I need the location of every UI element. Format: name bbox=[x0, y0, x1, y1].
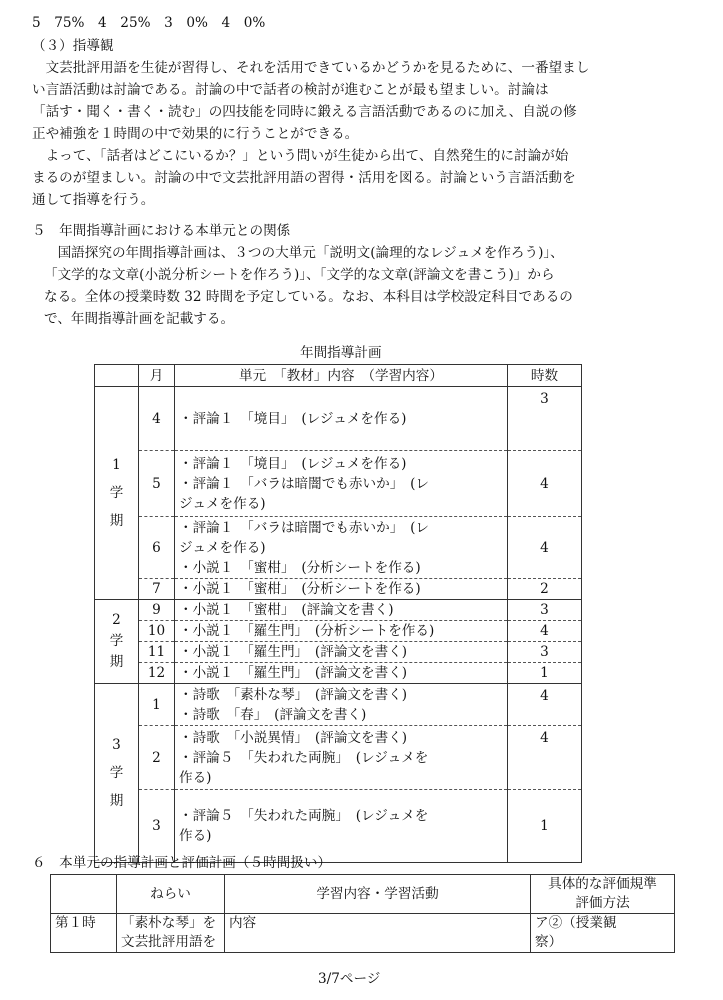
term-1-cell bbox=[95, 387, 139, 600]
hours-cell: 2 bbox=[508, 579, 582, 600]
hours-cell: 1 bbox=[508, 663, 582, 684]
hours-cell: 4 bbox=[508, 684, 582, 726]
text-line: よって、「話者はどこにいるか？」という問いが生徒から出て、自然発生的に討論が始 bbox=[32, 148, 569, 164]
term-1-label: 1 学 期 bbox=[109, 457, 124, 529]
month-cell: 7 bbox=[139, 579, 175, 600]
term-2-cell bbox=[95, 600, 139, 684]
hours-cell: 4 bbox=[508, 517, 582, 579]
unit-line: ・小説１ 「羅生門」 (評論文を書く) bbox=[179, 665, 408, 681]
unit-line: ・評論１ 「境目」 (レジュメを作る) bbox=[179, 410, 407, 427]
month-cell: 1 bbox=[139, 684, 175, 726]
criteria-cell bbox=[531, 914, 675, 953]
term-header bbox=[95, 365, 139, 387]
unit-line: ・小説１ 「蜜柑」 (評論文を書く) bbox=[179, 602, 394, 618]
month-cell: 9 bbox=[139, 600, 175, 621]
table-row bbox=[51, 914, 675, 953]
text-line: 通して指導を行う。 bbox=[32, 192, 155, 208]
aim-header: ねらい bbox=[117, 875, 225, 914]
annual-plan-caption: 年間指導計画 bbox=[300, 345, 382, 361]
unit-line: ジュメを作る) bbox=[179, 495, 266, 512]
unit-line: ・小説１ 「羅生門」 (分析シートを作る) bbox=[179, 623, 435, 639]
aim-cell bbox=[117, 914, 225, 953]
month-cell: 6 bbox=[139, 517, 175, 579]
annual-plan-table bbox=[94, 364, 582, 863]
section3-paragraph-2 bbox=[32, 145, 682, 211]
section3-heading: （３）指導観 bbox=[32, 38, 114, 54]
hours-cell: 1 bbox=[508, 790, 582, 863]
text-line: 正や補強を１時間の中で効果的に行うことができる。 bbox=[32, 126, 359, 142]
hours-cell: 3 bbox=[508, 642, 582, 663]
criteria-header-line: 評価方法 bbox=[575, 895, 630, 911]
text-line: なる。全体の授業時数 32 時間を予定している。なお、本科目は学校設定科目であるの bbox=[44, 289, 573, 305]
term-3-cell bbox=[95, 684, 139, 863]
activity-header: 学習内容・学習活動 bbox=[225, 875, 531, 914]
month-cell: 3 bbox=[139, 790, 175, 863]
unit-line: ・評論５ 「失われた両腕」 (レジュメを bbox=[179, 749, 429, 766]
unit-line: ・評論１ 「境目」 (レジュメを作る) bbox=[179, 455, 407, 472]
table-row bbox=[95, 579, 582, 600]
unit-line: ・評論５ 「失われた両腕」 (レジュメを bbox=[179, 808, 429, 824]
table-row bbox=[95, 387, 582, 451]
month-cell: 2 bbox=[139, 726, 175, 790]
table-row bbox=[95, 621, 582, 642]
unit-line: ・小説１ 「蜜柑」 (分析シートを作る) bbox=[179, 559, 421, 576]
unit-cell bbox=[175, 726, 508, 790]
hours-cell: 4 bbox=[508, 451, 582, 517]
period-header bbox=[51, 875, 117, 914]
unit-line: 作る) bbox=[179, 828, 212, 844]
unit-cell bbox=[175, 579, 508, 600]
text-line: で、年間指導計画を記載する。 bbox=[44, 311, 235, 327]
text-line: 「文学的な文章(小説分析シートを作ろう)」、「文学的な文章(評論文を書こう)」から bbox=[44, 267, 555, 283]
hours-cell: 3 bbox=[508, 387, 582, 451]
page-number: 3/7ページ bbox=[318, 971, 381, 987]
hours-header: 時数 bbox=[508, 365, 582, 387]
unit-line: ・詩歌 「小説異情」 (評論文を書く) bbox=[179, 729, 408, 746]
unit-header: 単元 「教材」内容 （学習内容） bbox=[175, 365, 508, 387]
section6-heading: ６ 本単元の指導計画と評価計画（５時間扱い） bbox=[32, 855, 332, 871]
table-row bbox=[95, 517, 582, 579]
unit-cell bbox=[175, 663, 508, 684]
table-row bbox=[95, 642, 582, 663]
table-row bbox=[95, 600, 582, 621]
section5-paragraph bbox=[44, 242, 694, 330]
month-header: 月 bbox=[139, 365, 175, 387]
table-row bbox=[95, 663, 582, 684]
month-cell: 10 bbox=[139, 621, 175, 642]
activity-cell: 内容 bbox=[225, 914, 531, 953]
text-line: い言語活動は討論である。討論の中で話者の検討が進むことが最も望ましい。討論は bbox=[32, 82, 549, 98]
table-row bbox=[95, 684, 582, 726]
month-cell: 12 bbox=[139, 663, 175, 684]
unit-cell bbox=[175, 387, 508, 451]
unit-cell bbox=[175, 451, 508, 517]
unit-line: ・小説１ 「蜜柑」 (分析シートを作る) bbox=[179, 581, 421, 597]
unit-line: ・評論１ 「バラは暗闇でも赤いか」 (レ bbox=[179, 519, 429, 536]
unit-cell bbox=[175, 642, 508, 663]
unit-cell bbox=[175, 600, 508, 621]
unit-line: ジュメを作る) bbox=[179, 539, 266, 556]
criteria-header-line: 具体的な評価規準 bbox=[548, 876, 657, 892]
unit-line: 作る) bbox=[179, 769, 212, 786]
term-3-label: 3 学 期 bbox=[109, 737, 124, 809]
section5-heading: ５ 年間指導計画における本単元との関係 bbox=[32, 223, 291, 239]
unit-cell bbox=[175, 684, 508, 726]
unit-line: ・詩歌 「素朴な琴」 (評論文を書く) bbox=[179, 686, 408, 703]
month-cell: 5 bbox=[139, 451, 175, 517]
hours-cell: 3 bbox=[508, 600, 582, 621]
aim-line: 文芸批評用語を bbox=[121, 934, 217, 950]
table-row bbox=[95, 726, 582, 790]
hours-cell: 4 bbox=[508, 621, 582, 642]
criteria-header bbox=[531, 875, 675, 914]
month-cell: 11 bbox=[139, 642, 175, 663]
section3-paragraph-1 bbox=[32, 57, 682, 145]
table-header-row bbox=[95, 365, 582, 387]
month-cell: 4 bbox=[139, 387, 175, 451]
term-2-label: 2 学 期 bbox=[109, 612, 124, 670]
table-header-row bbox=[51, 875, 675, 914]
table-row bbox=[95, 451, 582, 517]
text-line: まるのが望ましい。討論の中で文芸批評用語の習得・活用を図る。討論という言語活動を bbox=[32, 170, 576, 186]
text-line: 文芸批評用語を生徒が習得し、それを活用できているかどうかを見るために、一番望まし bbox=[32, 60, 590, 76]
unit-cell bbox=[175, 517, 508, 579]
score-line: 5 75% 4 25% 3 0% 4 0% bbox=[32, 15, 266, 31]
criteria-line: ア②（授業観 bbox=[535, 915, 617, 931]
unit-line: ・小説１ 「羅生門」 (評論文を書く) bbox=[179, 644, 408, 660]
text-line: 「話す・聞く・書く・読む」の四技能を同時に鍛える言語活動であるのに加え、自説の修 bbox=[32, 104, 577, 120]
text-line: 国語探究の年間指導計画は、３つの大単元「説明文(論理的なレジュメを作ろう)」、 bbox=[44, 245, 564, 261]
unit-cell bbox=[175, 621, 508, 642]
hours-cell: 4 bbox=[508, 726, 582, 790]
unit-line: ・評論１ 「バラは暗闇でも赤いか」 (レ bbox=[179, 475, 429, 492]
unit-line: ・詩歌 「春」 (評論文を書く) bbox=[179, 706, 367, 723]
criteria-line: 察） bbox=[535, 934, 563, 950]
evaluation-plan-table bbox=[50, 874, 675, 953]
aim-line: 「素朴な琴」を bbox=[121, 915, 217, 931]
period-cell: 第１時 bbox=[51, 914, 117, 953]
